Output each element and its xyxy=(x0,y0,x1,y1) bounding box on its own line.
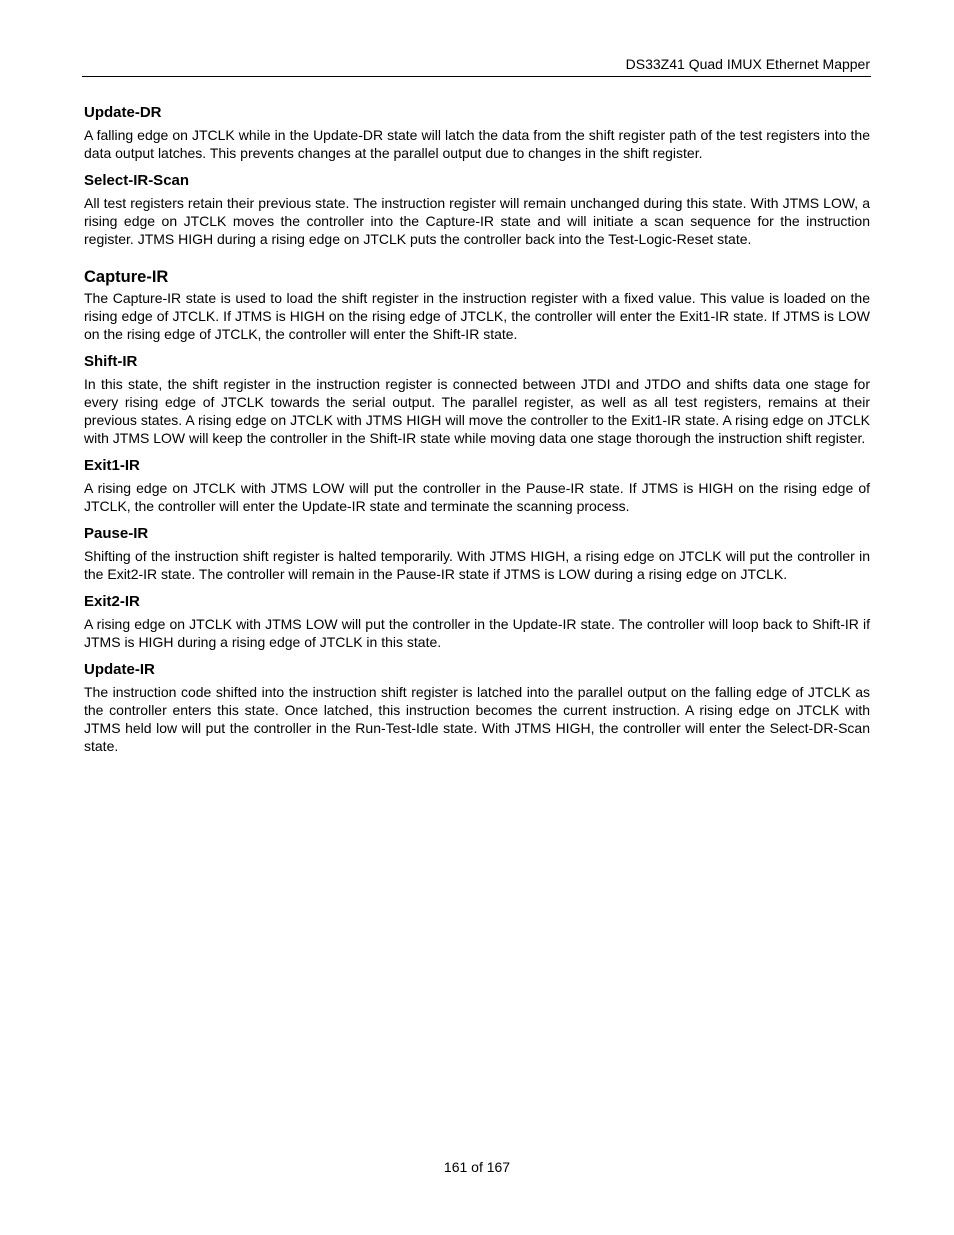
section-heading: Exit2-IR xyxy=(84,593,140,610)
section-shift-ir xyxy=(84,353,870,447)
section-body: A rising edge on JTCLK with JTMS LOW will put the controller in the Pause-IR state. If JTMS is HIGH on the rising edge of JTCLK, the controller will enter the Update-IR state and terminate the scanning process. xyxy=(84,480,870,514)
section-body: All test registers retain their previous state. The instruction register will remain unchanged during this state. With JTMS LOW, a rising edge on JTCLK moves the controller into the Capture-IR state and will initiate a scan sequence for the instruction register. JTMS HIGH during a rising edge on JTCLK puts the controller back into the Test-Logic-Reset state. xyxy=(84,195,870,247)
section-heading: Shift-IR xyxy=(84,353,138,370)
section-heading: Pause-IR xyxy=(84,525,149,542)
section-heading: Update-IR xyxy=(84,661,155,678)
section-capture-ir xyxy=(84,267,870,343)
section-pause-ir xyxy=(84,525,870,583)
section-body: A falling edge on JTCLK while in the Update-DR state will latch the data from the shift register path of the test registers into the data output latches. This prevents changes at the parallel output due to changes in the shift register. xyxy=(84,127,870,161)
section-exit1-ir xyxy=(84,457,870,515)
section-update-ir xyxy=(84,661,870,755)
section-heading: Exit1-IR xyxy=(84,457,140,474)
section-body: The instruction code shifted into the instruction shift register is latched into the parallel output on the falling edge of JTCLK as the controller enters this state. Once latched, this instruction becomes the current instruction. A rising edge on JTCLK with JTMS held low will put the controller in the Run-Test-Idle state. With JTMS HIGH, the controller will enter the Select-DR-Scan state. xyxy=(84,684,870,754)
section-body: A rising edge on JTCLK with JTMS LOW will put the controller in the Update-IR state. The controller will loop back to Shift-IR if JTMS is HIGH during a rising edge of JTCLK in this state. xyxy=(84,616,870,650)
section-select-ir-scan xyxy=(84,172,870,248)
document-header-title: DS33Z41 Quad IMUX Ethernet Mapper xyxy=(625,56,870,72)
section-body: The Capture-IR state is used to load the shift register in the instruction register with a fixed value. This value is loaded on the rising edge of JTCLK. If JTMS is HIGH on the rising edge of JTCLK, the controller will enter the Exit1-IR state. If JTMS is LOW on the rising edge of JTCLK, the controller will enter the Shift-IR state. xyxy=(84,290,870,342)
section-heading: Select-IR-Scan xyxy=(84,172,190,189)
header-divider xyxy=(82,76,871,77)
section-exit2-ir xyxy=(84,593,870,651)
section-body: In this state, the shift register in the instruction register is connected between JTDI and JTDO and shifts data one stage for every rising edge of JTCLK towards the serial output. The parallel register, as well as all test registers, remains at their previous states. A rising edge on JTCLK with JTMS HIGH will move the controller to the Exit1-IR state. A rising edge on JTCLK with JTMS LOW will keep the controller in the Shift-IR state while moving data one stage thorough the instruction shift register. xyxy=(84,376,870,446)
page-number: 161 of 167 xyxy=(443,1159,511,1175)
section-body: Shifting of the instruction shift register is halted temporarily. With JTMS HIGH, a rising edge on JTCLK will put the controller in the Exit2-IR state. The controller will remain in the Pause-IR state if JTMS is LOW during a rising edge on JTCLK. xyxy=(84,548,870,582)
section-update-dr xyxy=(84,104,870,162)
section-heading: Update-DR xyxy=(84,104,162,121)
section-heading: Capture-IR xyxy=(84,268,169,286)
page-content xyxy=(84,104,870,755)
